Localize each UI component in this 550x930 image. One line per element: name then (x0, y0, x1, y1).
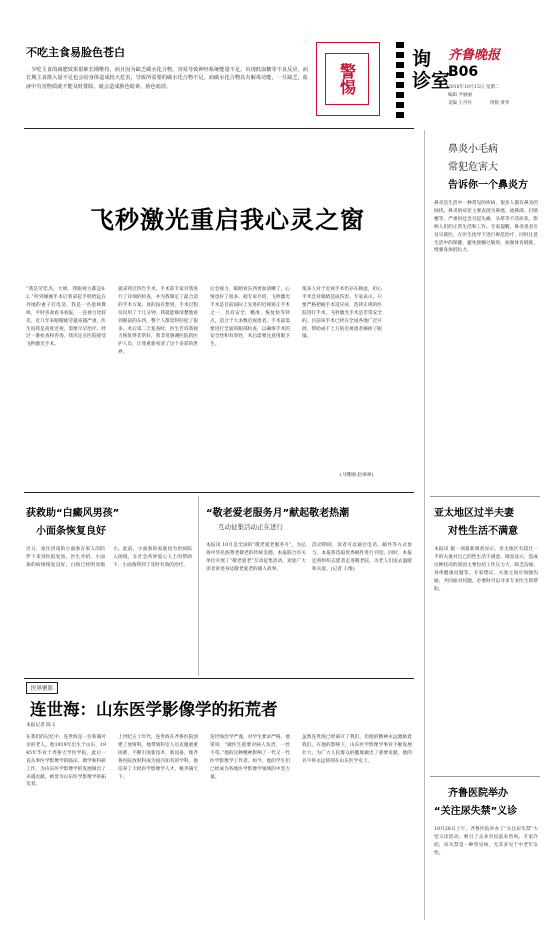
laser-col-2: 就拿到过四台手术，手术前专家对我进行了详细的检查，并为我制定了最合适的手术方案。真的没有想到，手术过程仅仅用了十几分钟，我就能够清楚地看到眼前的东西，整个人都觉得轻松了很多。术后第二天复查时，医生告诉我视力恢复得非常好，我非常感谢医院的医护人员，让我重新看清了这个多彩的世界。 (118, 287, 198, 356)
rhinitis-title-3: 告诉你一个鼻炎方 (448, 180, 528, 191)
qilu-body: 10月26日上午，齐鲁医院举办了“关注尿失禁”大型义诊活动，吸引了众多市民前来咨询。专家介绍，尿失禁是一种常见病，尤其多见于中老年女性。 (434, 827, 538, 856)
section-title: 诊室 (412, 70, 451, 92)
volunteer-title-2: 小面条恢复良好 (36, 526, 106, 537)
right-rule-2 (430, 776, 540, 777)
lian-title: 连世海：山东医学影像学的拓荒者 (30, 700, 278, 719)
brand-logo: 齐鲁晚报 (448, 48, 501, 63)
laser-article-title: 飞秒激光重启我心灵之窗 (90, 205, 365, 234)
qilu-title-2: “关注尿失禁”义诊 (434, 806, 518, 817)
laser-col-1: “我是劳佳杰，大姐，我眼视力都是0.2，”听到刚刚手术后我拿起手机给远在外地的妻子打电话。我是一名退休教师，平时喜欢看书看报，一直视力比较差，近几年来眼睛疲劳越来越严重，医生说我是高度近视，需要尽早治疗。经过一番检查和咨询，我决定在医院接受飞秒激光手术。 (26, 287, 106, 348)
laser-col-4: 很多人对于近视手术仍存在顾虑，担心手术会对眼睛造成伤害。专家表示，只要严格把握手术适应症，选择正规的医院进行手术，飞秒激光手术是非常安全的。目前该手术已经在全国各地广泛开展，帮助成千上万的近视患者摘掉了眼镜。 (302, 287, 382, 340)
right-column-divider (424, 130, 425, 920)
mid-rule (24, 492, 414, 493)
lian-col-1: 在我们的记忆中，连世海是一位和蔼可亲的老人。他1919年出生于山东，1945年毕业于齐鲁大学医学院，此后一直从事医学影像学的临床、教学和科研工作，为山东医学影像学的发展做出了卓越贡献，被誉为山东医学影像学的拓荒者。 (26, 735, 106, 788)
elder-col-1: 本报讯 10月是全国的“敬老爱老服务月”，为弘扬中华民族尊老敬老的传统美德，本报联合有关单位开展了“敬老爱老”互动征集活动。欢迎广大读者讲述身边敬老爱老的感人故事。 (206, 543, 306, 572)
lian-tag: 医界聚影 (26, 682, 58, 694)
laser-byline: (马继刚 赵翠翠) (340, 473, 374, 478)
laser-col-3: 后会视力，眼睛看东西更加清晰了，心情也好了很多。据专家介绍，飞秒激光手术是目前国际上先进的近视矫正手术之一，具有安全、精准、恢复快等特点，适合于大多数近视患者。手术前需要进行全面的眼部检查，以确保手术的安全性和有效性，术后需要注意用眼卫生。 (210, 287, 290, 348)
lian-byline: 本报记者 陈玉 (26, 723, 56, 728)
volunteer-body: 近日，家住济南的小面条在家人的陪伴下来到医院复查。医生介绍，小面条的病情恢复良好，白斑已经明显缩小。此前，小面条的家庭因为治病陷入困境，在社会各界爱心人士的帮助下，小面条得到了及时有效的治疗。 (26, 547, 192, 568)
stamp-inner-box (325, 53, 369, 105)
editor: 编辑 尹丽丽 (448, 93, 472, 98)
stamp-text: 警惕 (337, 63, 357, 95)
elder-col-2: 活动期间，读者可以通过电话、邮件等方式参与，本报将选取优秀稿件进行刊登。同时，本报还将组织志愿者走进敬老院，为老人们送去温暖和关爱。(记者 王维) (312, 543, 412, 572)
lian-col-2: 上世纪五十年代，连世海在齐鲁医院创建了放射科，他带领科室人员克服重重困难，不断引进新技术、新设备，使齐鲁医院放射科成为国内知名的学科。他培养了大批医学影像学人才，桃李满天下。 (118, 735, 198, 780)
asia-title-2: 对性生活不满意 (448, 526, 518, 537)
elder-title: “敬老爱老服务月”献起敬老热潮 (206, 508, 350, 519)
designer: 美编 王丹丹 (448, 101, 472, 106)
page-number: B06 (448, 64, 479, 80)
qilu-title-1: 齐鲁医院举办 (448, 788, 508, 799)
elder-subtitle: 互动征集活动正在进行 (218, 523, 283, 531)
proofreader: 组版 黄华 (490, 101, 510, 106)
rhinitis-title-2: 常犯危害大 (448, 162, 498, 173)
right-rule-1 (430, 496, 540, 497)
top-article-title: 不吃主食易脸色苍白 (26, 46, 125, 59)
asia-body: 本报讯 据一项最新调查显示，亚太地区有超过一半的夫妻对自己的性生活不满意。调查显示，造成这种状况的原因主要包括工作压力大、缺乏沟通、身体健康问题等。专家建议，夫妻之间应加强沟通，共同面对问题，必要时可以寻求专业医生的帮助。 (434, 547, 538, 592)
lower-rule (24, 678, 414, 679)
rhinitis-body: 鼻炎是生活中一种常见的疾病，很多人都有鼻炎的困扰。鼻炎的症状主要表现为鼻塞、流鼻涕、打喷嚏等，严重时还会引起头痛、头晕等不适症状，影响人们的正常生活和工作。专家提醒，鼻炎患者应及早就医，在医生指导下进行规范治疗，同时注意生活中的保健，避免接触过敏原，加强体育锻炼，增强身体抵抗力。 (434, 201, 538, 254)
volunteer-title-1: 获救助“白癜风男孩” (26, 508, 120, 519)
asia-title-1: 亚太地区过半夫妻 (434, 508, 514, 519)
mid-divider (198, 496, 199, 676)
lian-col-4: 虽然连世海已经离开了我们，但他的精神永远激励着我们。在他的影响下，山东医学影像学事业不断发展壮大，为广大人民群众的健康做出了重要贡献，他的名字将永远铭刻在山东医学史上。 (302, 735, 412, 764)
header-side-stripes (396, 42, 404, 118)
lian-col-3: 连世海治学严谨，对学生要求严格，他常说：“做医生就要对病人负责，一丝不苟。”他的这种精神影响了一代又一代医学影像学工作者。如今，他的学生们已经成为各地医学影像学领域的中坚力量。 (210, 735, 290, 780)
stamp (316, 42, 380, 116)
top-rule (24, 128, 414, 129)
rhinitis-title-1: 鼻炎小毛病 (448, 144, 498, 155)
top-article-body: 少吃主食的减肥效果很难长期维持，而且因为缺乏碳水化合物，容易导致神经系统能量不足，出现低血糖等不良反应。而长期主食摄入量不足也会给身体造成较大危害，导致所需要的碳水化合物不足，而碳水化合物具有解毒功能，一旦缺乏，血液中有害物质就不能及时排除，就会造成脸色暗黄、脸色暗淡。 (26, 67, 308, 90)
section-title-prefix: 询 (412, 48, 432, 70)
issue-date: 2016年10月15日 星期二 (448, 85, 500, 90)
